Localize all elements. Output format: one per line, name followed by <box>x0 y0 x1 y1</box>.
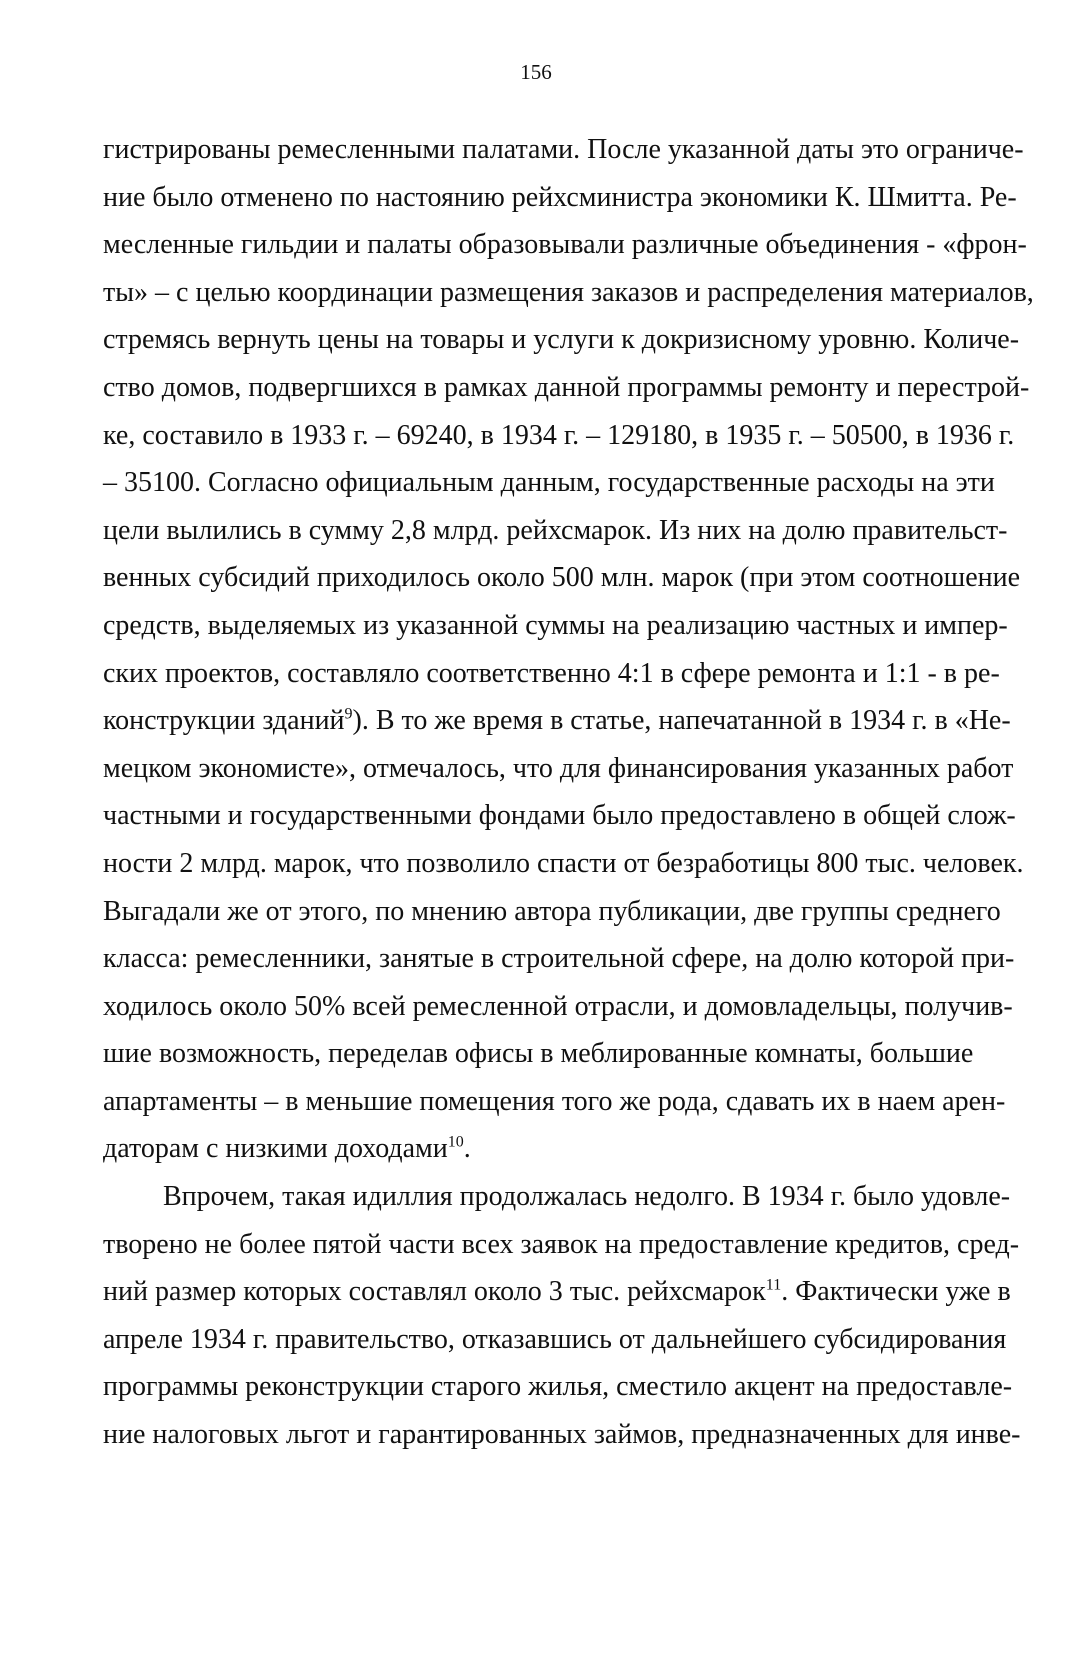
text-segment: ний размер которых составлял около 3 тыс. рейхсмарок <box>103 1276 766 1308</box>
text-line: ности 2 млрд. марок, что позволило спасти от безработицы 800 тыс. человек. <box>103 847 1024 879</box>
footnote-marker-9: 9 <box>344 705 353 723</box>
paragraph-2 <box>103 1173 1021 1459</box>
text-line: ство домов, подвергшихся в рамках данной программы ремонту и перестрой- <box>103 371 1030 403</box>
text-segment: даторам с низкими доходами <box>103 1133 448 1165</box>
text-line: месленные гильдии и палаты образовывали различные объединения - «фрон- <box>103 229 1027 261</box>
text-line <box>103 697 1011 745</box>
text-segment: . <box>463 1133 471 1165</box>
text-line: апреле 1934 г. правительство, отказавшись от дальнейшего субсидирования <box>103 1323 1007 1355</box>
text-line: класса: ремесленники, занятые в строительной сфере, на долю которой при- <box>103 943 1015 975</box>
text-line <box>103 1268 1011 1316</box>
text-line: творено не более пятой части всех заявок на предоставление кредитов, сред- <box>103 1228 1020 1260</box>
text-line: программы реконструкции старого жилья, сместило акцент на предоставле- <box>103 1371 1013 1403</box>
text-line: гистрированы ремесленными палатами. После указанной даты это ограниче- <box>103 134 1024 165</box>
text-line: ских проектов, составляло соответственно 4:1 в сфере ремонта и 1:1 - в ре- <box>103 657 1000 689</box>
text-line: цели вылились в сумму 2,8 млрд. рейхсмарок. Из них на долю правительст- <box>103 514 1008 546</box>
footnote-marker-11: 11 <box>765 1276 782 1294</box>
text-segment: . Фактически уже в <box>781 1276 1011 1308</box>
text-line: стремясь вернуть цены на товары и услуги к докризисному уровню. Количе- <box>103 324 1020 356</box>
text-line: частными и государственными фондами было предоставлено в общей слож- <box>103 800 1016 832</box>
text-line: ке, составило в 1933 г. – 69240, в 1934 г. – 129180, в 1935 г. – 50500, в 1936 г. <box>103 419 1015 451</box>
text-segment: ). В то же время в статье, напечатанной в 1934 г. в «Не- <box>352 705 1011 737</box>
text-line: ходилось около 50% всей ремесленной отрасли, и домовладельцы, получив- <box>103 990 1013 1022</box>
text-line: ние было отменено по настоянию рейхсминистра экономики К. Шмитта. Ре- <box>103 181 1017 213</box>
body-text <box>103 126 1034 1459</box>
text-line: ние налоговых льгот и гарантированных займов, предназначенных для инве- <box>103 1419 1021 1451</box>
text-line: – 35100. Согласно официальным данным, государственные расходы на эти <box>103 467 995 499</box>
text-line: Выгадали же от этого, по мнению автора публикации, две группы среднего <box>103 895 1001 927</box>
text-line: апартаменты – в меньшие помещения того же рода, сдавать их в наем арен- <box>103 1085 1006 1117</box>
text-line: венных субсидий приходилось около 500 млн. марок (при этом соотношение <box>103 562 1021 594</box>
text-line: ты» – с целью координации размещения заказов и распределения материалов, <box>103 276 1034 308</box>
text-line: шие возможность, переделав офисы в меблированные комнаты, большие <box>103 1038 974 1070</box>
paragraph-1 <box>103 126 1034 1173</box>
text-segment: конструкции зданий <box>103 705 345 737</box>
text-line: Впрочем, такая идиллия продолжалась недолго. В 1934 г. было удовле- <box>163 1181 1011 1213</box>
text-line: средств, выделяемых из указанной суммы на реализацию частных и импер- <box>103 609 1008 641</box>
footnote-marker-10: 10 <box>447 1134 464 1152</box>
text-line: мецком экономисте», отмечалось, что для финансирования указанных работ <box>103 752 1014 784</box>
text-line <box>103 1125 969 1173</box>
page-number: 156 <box>520 60 552 84</box>
